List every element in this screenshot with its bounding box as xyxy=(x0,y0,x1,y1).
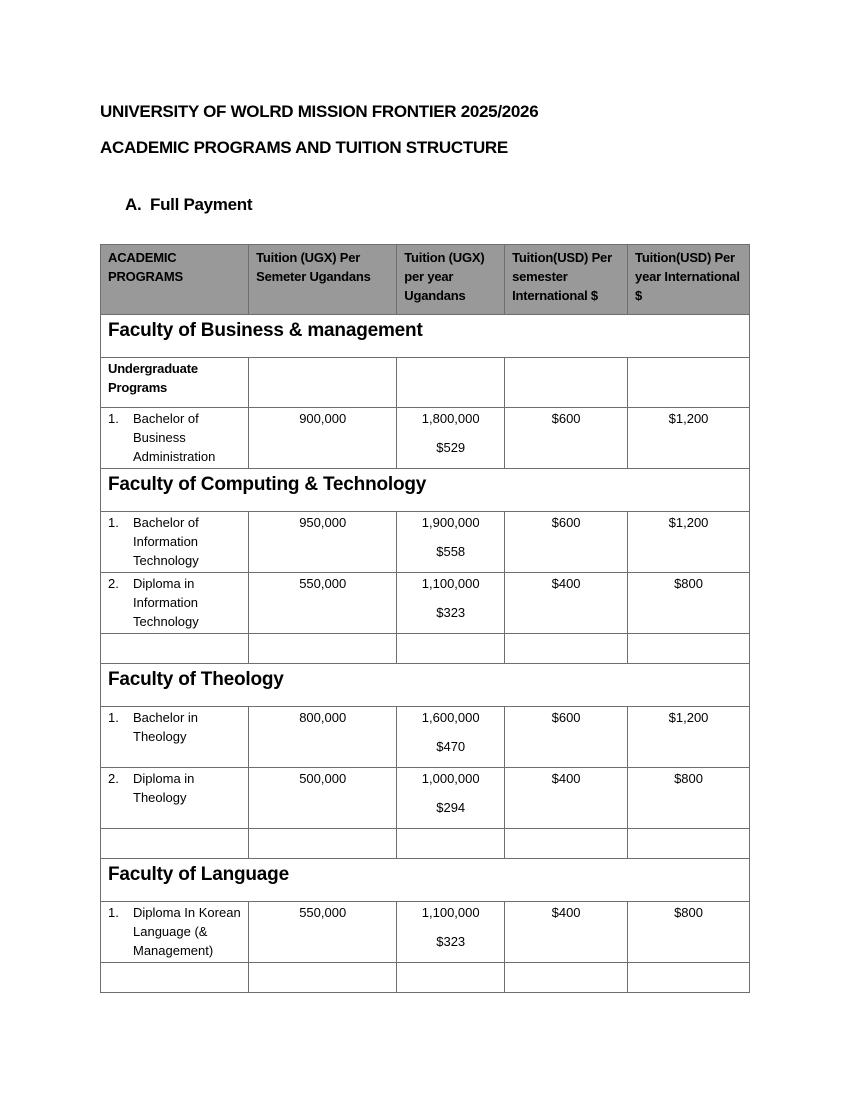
faculty-name: Faculty of Computing & Technology xyxy=(101,469,750,512)
tuition-table xyxy=(100,244,750,993)
blank-row xyxy=(101,829,750,859)
table-row xyxy=(101,573,750,634)
ugx-year-cell xyxy=(397,573,505,634)
table-row xyxy=(101,902,750,963)
ugx-year: 1,100,000 xyxy=(421,905,480,920)
program-name-cell xyxy=(101,512,249,573)
usd-year: $1,200 xyxy=(628,408,750,469)
table-header-row xyxy=(101,245,750,315)
faculty-name: Faculty of Theology xyxy=(101,664,750,707)
program-name: Diploma in Theology xyxy=(133,771,195,805)
document-subtitle: ACADEMIC PROGRAMS AND TUITION STRUCTURE xyxy=(100,138,508,157)
faculty-row xyxy=(101,469,750,512)
usd-year: $1,200 xyxy=(628,707,750,768)
ugx-semester: 950,000 xyxy=(249,512,397,573)
faculty-row xyxy=(101,315,750,358)
table-row xyxy=(101,512,750,573)
usd-semester: $600 xyxy=(505,512,628,573)
blank-row xyxy=(101,963,750,993)
usd-semester: $400 xyxy=(505,768,628,829)
program-name-cell xyxy=(101,707,249,768)
faculty-row xyxy=(101,859,750,902)
program-name-cell xyxy=(101,902,249,963)
table-row xyxy=(101,408,750,469)
program-name: Diploma in Information Technology xyxy=(133,576,199,629)
program-number: 1. xyxy=(108,710,119,725)
header-ugx-year: Tuition (UGX) per year Ugandans xyxy=(397,245,505,315)
ugx-year-cell xyxy=(397,902,505,963)
ugx-semester: 800,000 xyxy=(249,707,397,768)
document-title: UNIVERSITY OF WOLRD MISSION FRONTIER 2025/2026 xyxy=(100,102,539,121)
ugx-semester: 900,000 xyxy=(249,408,397,469)
program-number: 2. xyxy=(108,576,119,591)
ugx-year-usd-equivalent: $470 xyxy=(436,739,466,754)
ugx-year: 1,100,000 xyxy=(421,576,480,591)
program-number: 1. xyxy=(108,515,119,530)
ugx-year-usd-equivalent: $323 xyxy=(436,605,466,620)
usd-year: $800 xyxy=(628,902,750,963)
section-heading xyxy=(125,195,252,215)
ugx-year-usd-equivalent: $294 xyxy=(436,800,466,815)
subheading-row xyxy=(101,358,750,408)
ugx-semester: 550,000 xyxy=(249,902,397,963)
program-name: Bachelor in Theology xyxy=(133,710,199,744)
table-row xyxy=(101,768,750,829)
ugx-semester: 500,000 xyxy=(249,768,397,829)
section-marker: A. xyxy=(125,195,142,214)
subheading-label: Undergraduate Programs xyxy=(101,358,249,408)
table-row xyxy=(101,707,750,768)
usd-semester: $400 xyxy=(505,573,628,634)
ugx-year-cell xyxy=(397,512,505,573)
usd-year: $800 xyxy=(628,768,750,829)
program-number: 2. xyxy=(108,771,119,786)
ugx-year: 1,600,000 xyxy=(421,710,480,725)
ugx-year-cell xyxy=(397,707,505,768)
section-label: Full Payment xyxy=(150,195,253,214)
faculty-name: Faculty of Language xyxy=(101,859,750,902)
ugx-year-usd-equivalent: $558 xyxy=(436,544,466,559)
faculty-row xyxy=(101,664,750,707)
header-usd-semester: Tuition(USD) Per semester International $ xyxy=(505,245,628,315)
ugx-year-cell xyxy=(397,768,505,829)
usd-semester: $400 xyxy=(505,902,628,963)
ugx-year-usd-equivalent: $323 xyxy=(436,934,466,949)
program-name-cell xyxy=(101,573,249,634)
program-name: Bachelor of Business Administration xyxy=(133,411,216,464)
ugx-year-usd-equivalent: $529 xyxy=(436,440,466,455)
blank-row xyxy=(101,634,750,664)
ugx-semester: 550,000 xyxy=(249,573,397,634)
header-academic-programs: ACADEMIC PROGRAMS xyxy=(101,245,249,315)
program-number: 1. xyxy=(108,905,119,920)
program-name-cell xyxy=(101,768,249,829)
usd-year: $1,200 xyxy=(628,512,750,573)
faculty-name: Faculty of Business & management xyxy=(101,315,750,358)
program-name: Bachelor of Information Technology xyxy=(133,515,199,568)
usd-year: $800 xyxy=(628,573,750,634)
ugx-year: 1,800,000 xyxy=(421,411,480,426)
usd-semester: $600 xyxy=(505,408,628,469)
usd-semester: $600 xyxy=(505,707,628,768)
ugx-year-cell xyxy=(397,408,505,469)
program-name: Diploma In Korean Language (& Management) xyxy=(133,905,241,958)
ugx-year: 1,900,000 xyxy=(421,515,480,530)
program-number: 1. xyxy=(108,411,119,426)
ugx-year: 1,000,000 xyxy=(421,771,480,786)
program-name-cell xyxy=(101,408,249,469)
header-ugx-semester: Tuition (UGX) Per Semeter Ugandans xyxy=(249,245,397,315)
header-usd-year: Tuition(USD) Per year International $ xyxy=(628,245,750,315)
